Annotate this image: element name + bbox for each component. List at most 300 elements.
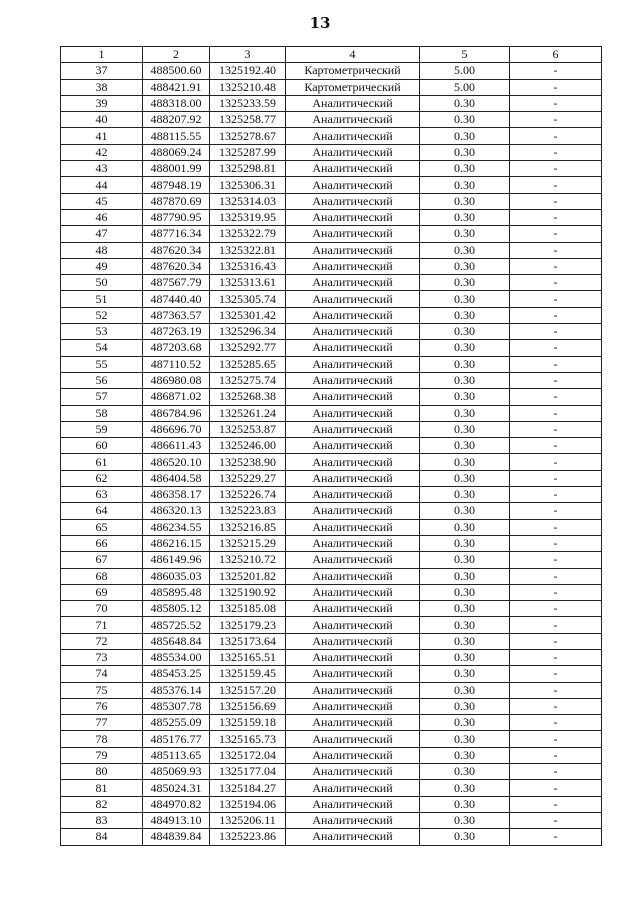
table-cell: Аналитический (286, 291, 420, 307)
table-cell: 0.30 (420, 112, 510, 128)
table-cell: 487620.34 (143, 258, 210, 274)
table-cell: Аналитический (286, 454, 420, 470)
table-row (61, 812, 602, 828)
table-cell: 58 (61, 405, 143, 421)
table-cell: 48 (61, 242, 143, 258)
coordinates-table (60, 46, 602, 846)
table-cell: 485805.12 (143, 601, 210, 617)
table-cell: - (510, 601, 602, 617)
table-row (61, 389, 602, 405)
table-cell: - (510, 209, 602, 225)
table-row (61, 519, 602, 535)
table-cell: 487567.79 (143, 275, 210, 291)
table-cell: 0.30 (420, 698, 510, 714)
table-cell: - (510, 421, 602, 437)
table-cell: - (510, 731, 602, 747)
table-row (61, 340, 602, 356)
table-cell: 1325306.31 (210, 177, 286, 193)
table-row (61, 552, 602, 568)
table-row (61, 356, 602, 372)
table-row (61, 291, 602, 307)
table-cell: 50 (61, 275, 143, 291)
header-cell: 6 (510, 47, 602, 63)
table-cell: - (510, 535, 602, 551)
table-cell: 1325177.04 (210, 764, 286, 780)
table-row (61, 177, 602, 193)
table-cell: 485113.65 (143, 747, 210, 763)
table-cell: 0.30 (420, 242, 510, 258)
table-cell: 1325278.67 (210, 128, 286, 144)
header-cell: 4 (286, 47, 420, 63)
table-row (61, 682, 602, 698)
table-cell: 76 (61, 698, 143, 714)
table-cell: 1325261.24 (210, 405, 286, 421)
table-cell: 1325292.77 (210, 340, 286, 356)
table-cell: 1325229.27 (210, 470, 286, 486)
table-cell: 0.30 (420, 796, 510, 812)
table-cell: 37 (61, 63, 143, 79)
table-row (61, 112, 602, 128)
table-cell: - (510, 291, 602, 307)
table-cell: 45 (61, 193, 143, 209)
table-cell: 0.30 (420, 177, 510, 193)
table-cell: 1325156.69 (210, 698, 286, 714)
table-cell: - (510, 812, 602, 828)
table-cell: 484913.10 (143, 812, 210, 828)
table-cell: Аналитический (286, 682, 420, 698)
table-cell: Аналитический (286, 829, 420, 845)
table-cell: 68 (61, 568, 143, 584)
table-cell: 0.30 (420, 209, 510, 225)
table-cell: 1325316.43 (210, 258, 286, 274)
table-cell: 1325159.45 (210, 666, 286, 682)
table-cell: - (510, 487, 602, 503)
table-cell: 487440.40 (143, 291, 210, 307)
table-cell: 486404.58 (143, 470, 210, 486)
table-cell: Аналитический (286, 389, 420, 405)
table-cell: Аналитический (286, 764, 420, 780)
table-cell: 485307.78 (143, 698, 210, 714)
table-cell: 486320.13 (143, 503, 210, 519)
table-cell: 71 (61, 617, 143, 633)
table-cell: 81 (61, 780, 143, 796)
table-row (61, 161, 602, 177)
table-cell: 5.00 (420, 63, 510, 79)
table-cell: Аналитический (286, 209, 420, 225)
table-cell: 75 (61, 682, 143, 698)
table-cell: 0.30 (420, 649, 510, 665)
table-cell: 0.30 (420, 470, 510, 486)
table-cell: 65 (61, 519, 143, 535)
table-cell: 0.30 (420, 226, 510, 242)
table-cell: - (510, 552, 602, 568)
table-cell: 1325319.95 (210, 209, 286, 225)
table-cell: 0.30 (420, 633, 510, 649)
table-cell: 66 (61, 535, 143, 551)
table-cell: 44 (61, 177, 143, 193)
table-cell: 1325268.38 (210, 389, 286, 405)
table-cell: 0.30 (420, 405, 510, 421)
table-row (61, 731, 602, 747)
table-cell: - (510, 633, 602, 649)
table-cell: 0.30 (420, 372, 510, 388)
table-cell: 59 (61, 421, 143, 437)
table-cell: 0.30 (420, 666, 510, 682)
table-cell: 0.30 (420, 568, 510, 584)
table-cell: 56 (61, 372, 143, 388)
table-cell: 487620.34 (143, 242, 210, 258)
table-cell: Аналитический (286, 812, 420, 828)
table-cell: 1325253.87 (210, 421, 286, 437)
header-cell: 5 (420, 47, 510, 63)
table-cell: - (510, 796, 602, 812)
table-cell: 1325206.11 (210, 812, 286, 828)
table-cell: - (510, 568, 602, 584)
table-cell: 0.30 (420, 487, 510, 503)
table-row (61, 242, 602, 258)
table-row (61, 193, 602, 209)
table-cell: 0.30 (420, 519, 510, 535)
table-cell: - (510, 193, 602, 209)
table-cell: - (510, 242, 602, 258)
table-cell: - (510, 95, 602, 111)
table-cell: 79 (61, 747, 143, 763)
table-cell: Аналитический (286, 617, 420, 633)
table-cell: 80 (61, 764, 143, 780)
table-cell: 54 (61, 340, 143, 356)
table-cell: 0.30 (420, 812, 510, 828)
table-cell: 1325275.74 (210, 372, 286, 388)
page-number: 13 (309, 14, 331, 32)
table-cell: - (510, 128, 602, 144)
table-cell: 78 (61, 731, 143, 747)
table-row (61, 568, 602, 584)
table-cell: 1325216.85 (210, 519, 286, 535)
table-cell: 488500.60 (143, 63, 210, 79)
table-row (61, 470, 602, 486)
table-cell: 485024.31 (143, 780, 210, 796)
table-cell: 1325179.23 (210, 617, 286, 633)
table-cell: 39 (61, 95, 143, 111)
table-cell: Аналитический (286, 633, 420, 649)
table-cell: Аналитический (286, 666, 420, 682)
table-row (61, 144, 602, 160)
table-cell: - (510, 63, 602, 79)
table-cell: 1325305.74 (210, 291, 286, 307)
table-row (61, 698, 602, 714)
table-cell: Аналитический (286, 470, 420, 486)
table-row (61, 601, 602, 617)
table-cell: Аналитический (286, 698, 420, 714)
table-cell: Картометрический (286, 79, 420, 95)
table-cell: 1325233.59 (210, 95, 286, 111)
table-cell: 0.30 (420, 682, 510, 698)
table-cell: 1325258.77 (210, 112, 286, 128)
table-cell: 486871.02 (143, 389, 210, 405)
table-cell: 484839.84 (143, 829, 210, 845)
table-cell: - (510, 324, 602, 340)
table-cell: 487110.52 (143, 356, 210, 372)
table-row (61, 487, 602, 503)
table-row (61, 95, 602, 111)
table-row (61, 63, 602, 79)
table-cell: 5.00 (420, 79, 510, 95)
table-cell: 0.30 (420, 389, 510, 405)
table-cell: 1325322.79 (210, 226, 286, 242)
table-cell: - (510, 617, 602, 633)
table-cell: 485176.77 (143, 731, 210, 747)
table-cell: 487790.95 (143, 209, 210, 225)
table-cell: 57 (61, 389, 143, 405)
table-cell: 0.30 (420, 421, 510, 437)
table-cell: 0.30 (420, 356, 510, 372)
table-row (61, 715, 602, 731)
table-cell: Аналитический (286, 128, 420, 144)
table-cell: 1325157.20 (210, 682, 286, 698)
table-cell: 485453.25 (143, 666, 210, 682)
table-cell: 0.30 (420, 829, 510, 845)
table-cell: 43 (61, 161, 143, 177)
table-cell: Аналитический (286, 324, 420, 340)
table-cell: 1325314.03 (210, 193, 286, 209)
table-cell: 0.30 (420, 747, 510, 763)
table-row (61, 666, 602, 682)
table-cell: 51 (61, 291, 143, 307)
table-cell: Аналитический (286, 535, 420, 551)
table-cell: 1325238.90 (210, 454, 286, 470)
table-cell: Картометрический (286, 63, 420, 79)
table-cell: 0.30 (420, 552, 510, 568)
table-cell: - (510, 829, 602, 845)
table-cell: - (510, 470, 602, 486)
table-cell: 0.30 (420, 128, 510, 144)
table-cell: 1325201.82 (210, 568, 286, 584)
table-cell: Аналитический (286, 193, 420, 209)
table-cell: 485895.48 (143, 584, 210, 600)
table-cell: 70 (61, 601, 143, 617)
table-cell: - (510, 747, 602, 763)
table-cell: 49 (61, 258, 143, 274)
table-row (61, 438, 602, 454)
table-cell: 487363.57 (143, 307, 210, 323)
table-cell: - (510, 764, 602, 780)
table-cell: 1325223.83 (210, 503, 286, 519)
table-cell: 72 (61, 633, 143, 649)
table-cell: Аналитический (286, 503, 420, 519)
table-row (61, 584, 602, 600)
table-cell: 486696.70 (143, 421, 210, 437)
table-row (61, 421, 602, 437)
table-cell: 1325285.65 (210, 356, 286, 372)
table-body (61, 63, 602, 845)
table-header-row (61, 47, 602, 63)
table-row (61, 747, 602, 763)
table-cell: 84 (61, 829, 143, 845)
table-cell: Аналитический (286, 601, 420, 617)
table-cell: 46 (61, 209, 143, 225)
table-cell: 1325159.18 (210, 715, 286, 731)
table-cell: 82 (61, 796, 143, 812)
table-cell: Аналитический (286, 144, 420, 160)
table-row (61, 275, 602, 291)
table-cell: Аналитический (286, 356, 420, 372)
table-cell: Аналитический (286, 372, 420, 388)
table-cell: 0.30 (420, 340, 510, 356)
table-cell: Аналитический (286, 780, 420, 796)
table-cell: 487716.34 (143, 226, 210, 242)
table-cell: - (510, 340, 602, 356)
table-cell: 486035.03 (143, 568, 210, 584)
table-cell: - (510, 649, 602, 665)
table-cell: 0.30 (420, 454, 510, 470)
table-cell: 0.30 (420, 324, 510, 340)
table-cell: - (510, 258, 602, 274)
table-cell: 0.30 (420, 291, 510, 307)
table-cell: 488318.00 (143, 95, 210, 111)
table-row (61, 829, 602, 845)
table-row (61, 226, 602, 242)
table-cell: 52 (61, 307, 143, 323)
table-cell: 47 (61, 226, 143, 242)
table-cell: 0.30 (420, 617, 510, 633)
table-cell: 486980.08 (143, 372, 210, 388)
table-cell: 486216.15 (143, 535, 210, 551)
table-row (61, 405, 602, 421)
table-cell: 0.30 (420, 764, 510, 780)
table-cell: 0.30 (420, 307, 510, 323)
table-cell: 64 (61, 503, 143, 519)
table-cell: 1325184.27 (210, 780, 286, 796)
table-row (61, 258, 602, 274)
table-cell: Аналитический (286, 715, 420, 731)
table-row (61, 324, 602, 340)
table-cell: 67 (61, 552, 143, 568)
table-cell: Аналитический (286, 177, 420, 193)
table-cell: 485648.84 (143, 633, 210, 649)
table-cell: 0.30 (420, 275, 510, 291)
table-cell: - (510, 356, 602, 372)
table-cell: - (510, 275, 602, 291)
table-cell: Аналитический (286, 731, 420, 747)
table-cell: 1325223.86 (210, 829, 286, 845)
table-cell: 69 (61, 584, 143, 600)
header-cell: 2 (143, 47, 210, 63)
table-cell: 1325301.42 (210, 307, 286, 323)
table-cell: 485534.00 (143, 649, 210, 665)
table-cell: Аналитический (286, 226, 420, 242)
table-cell: 0.30 (420, 161, 510, 177)
table-cell: 1325172.04 (210, 747, 286, 763)
table-cell: - (510, 79, 602, 95)
table-cell: 61 (61, 454, 143, 470)
table-cell: Аналитический (286, 307, 420, 323)
table-cell: 38 (61, 79, 143, 95)
table-cell: 77 (61, 715, 143, 731)
table-row (61, 503, 602, 519)
table-cell: 0.30 (420, 780, 510, 796)
table-cell: 488001.99 (143, 161, 210, 177)
table-cell: 1325165.73 (210, 731, 286, 747)
table-cell: 1325185.08 (210, 601, 286, 617)
table-cell: Аналитический (286, 584, 420, 600)
table-cell: 0.30 (420, 584, 510, 600)
table-cell: - (510, 666, 602, 682)
table-cell: 0.30 (420, 535, 510, 551)
table-cell: 484970.82 (143, 796, 210, 812)
table-cell: 0.30 (420, 438, 510, 454)
table-cell: - (510, 112, 602, 128)
table-cell: 487263.19 (143, 324, 210, 340)
table-cell: - (510, 307, 602, 323)
header-cell: 3 (210, 47, 286, 63)
table-cell: - (510, 144, 602, 160)
table-cell: 60 (61, 438, 143, 454)
table-cell: 487948.19 (143, 177, 210, 193)
table-cell: - (510, 161, 602, 177)
table-cell: 74 (61, 666, 143, 682)
table-cell: 42 (61, 144, 143, 160)
table-cell: 1325165.51 (210, 649, 286, 665)
table-cell: 485069.93 (143, 764, 210, 780)
table-row (61, 209, 602, 225)
table-cell: 1325296.34 (210, 324, 286, 340)
table-cell: 1325210.72 (210, 552, 286, 568)
table-cell: - (510, 584, 602, 600)
table-cell: 1325192.40 (210, 63, 286, 79)
table-row (61, 128, 602, 144)
table-cell: - (510, 405, 602, 421)
table-cell: 488421.91 (143, 79, 210, 95)
table-row (61, 780, 602, 796)
table-cell: 0.30 (420, 731, 510, 747)
table-row (61, 649, 602, 665)
table-cell: 55 (61, 356, 143, 372)
table-cell: 488207.92 (143, 112, 210, 128)
table-cell: Аналитический (286, 421, 420, 437)
table-cell: 487203.68 (143, 340, 210, 356)
table-cell: Аналитический (286, 161, 420, 177)
table-cell: 41 (61, 128, 143, 144)
table-cell: Аналитический (286, 275, 420, 291)
table-cell: Аналитический (286, 649, 420, 665)
table-cell: 40 (61, 112, 143, 128)
table-cell: Аналитический (286, 796, 420, 812)
table-cell: - (510, 682, 602, 698)
table-cell: 0.30 (420, 715, 510, 731)
table-cell: 0.30 (420, 193, 510, 209)
table-cell: Аналитический (286, 568, 420, 584)
table-cell: - (510, 698, 602, 714)
table-cell: 1325226.74 (210, 487, 286, 503)
table-cell: 1325322.81 (210, 242, 286, 258)
table-cell: Аналитический (286, 487, 420, 503)
table-cell: - (510, 372, 602, 388)
table-row (61, 372, 602, 388)
table-cell: - (510, 519, 602, 535)
table-cell: 488069.24 (143, 144, 210, 160)
table-row (61, 535, 602, 551)
table-cell: 1325190.92 (210, 584, 286, 600)
table-cell: Аналитический (286, 242, 420, 258)
table-row (61, 79, 602, 95)
table-cell: 1325173.64 (210, 633, 286, 649)
table-cell: 485725.52 (143, 617, 210, 633)
table-cell: 1325210.48 (210, 79, 286, 95)
table-cell: 0.30 (420, 95, 510, 111)
table-cell: Аналитический (286, 438, 420, 454)
table-cell: Аналитический (286, 95, 420, 111)
table-cell: 53 (61, 324, 143, 340)
